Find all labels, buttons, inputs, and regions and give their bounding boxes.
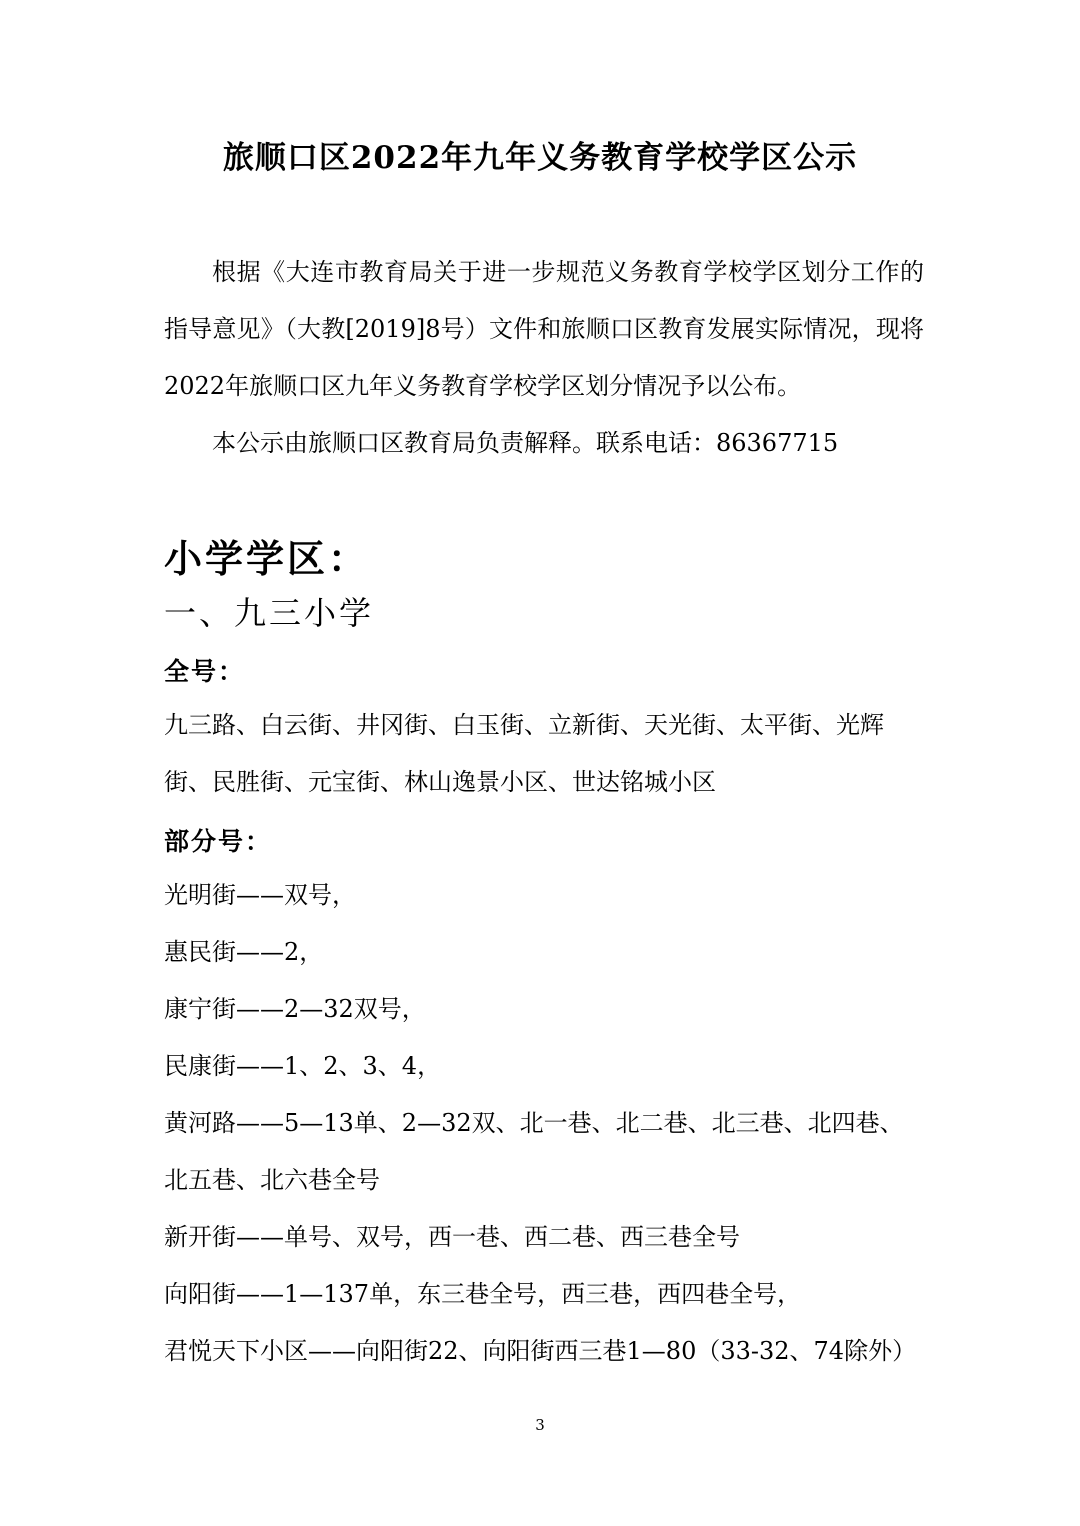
section-heading: 小学学区： bbox=[164, 537, 370, 581]
full-number-line: 九三路、白云街、井冈街、白玉街、立新街、天光街、太平街、光辉 bbox=[164, 711, 884, 739]
intro-paragraph: 根据《大连市教育局关于进一步规范义务教育学校学区划分工作的指导意见》（大教[2019]8号）文件和旅顺口区教育发展实际情况，现将2022年旅顺口区九年义务教育学校学区划分情况予以公布。 bbox=[164, 258, 924, 400]
partial-number-line: 新开街——单号、双号，西一巷、西二巷、西三巷全号 bbox=[164, 1223, 740, 1251]
partial-number-line: 康宁街——2—32双号， bbox=[164, 995, 426, 1023]
page-number: 3 bbox=[535, 1416, 545, 1434]
partial-number-line: 君悦天下小区——向阳街22、向阳街西三巷1—80（33-32、74除外） bbox=[164, 1337, 917, 1365]
partial-number-line: 惠民街——2， bbox=[164, 938, 324, 966]
partial-number-line: 民康街——1、2、3、4， bbox=[164, 1052, 442, 1080]
contact-paragraph: 本公示由旅顺口区教育局负责解释。联系电话：86367715 bbox=[212, 429, 839, 457]
document-title: 旅顺口区2022年九年义务教育学校学区公示 bbox=[222, 140, 858, 176]
partial-number-line: 向阳街——1—137单，东三巷全号，西三巷，西四巷全号， bbox=[164, 1280, 802, 1308]
partial-number-line: 黄河路——5—13单、2—32双、北一巷、北二巷、北三巷、北四巷、 bbox=[164, 1109, 904, 1137]
full-number-label: 全号： bbox=[164, 657, 246, 686]
partial-number-label: 部分号： bbox=[164, 827, 273, 856]
school-heading: 一、九三小学 bbox=[164, 594, 375, 632]
partial-number-line: 北五巷、北六巷全号 bbox=[164, 1166, 380, 1194]
full-number-line: 街、民胜街、元宝街、林山逸景小区、世达铭城小区 bbox=[164, 768, 716, 796]
partial-number-line: 光明街——双号， bbox=[164, 881, 356, 909]
